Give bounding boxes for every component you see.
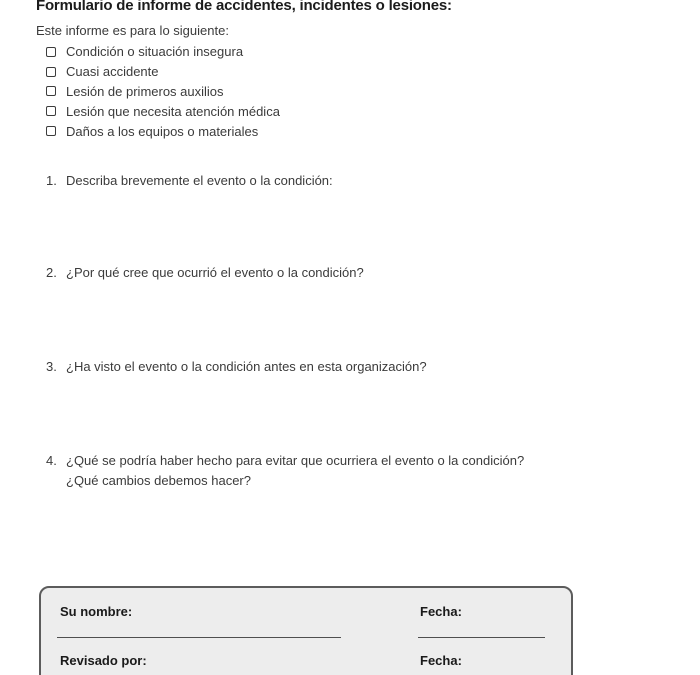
intro-text: Este informe es para lo siguiente: bbox=[36, 23, 229, 38]
question-item bbox=[46, 263, 364, 283]
question-number: 3. bbox=[46, 359, 57, 374]
checkbox-icon bbox=[46, 47, 56, 57]
question-text-line: ¿Ha visto el evento o la condición antes en esta organización? bbox=[66, 359, 427, 374]
question-text bbox=[66, 357, 427, 377]
date-signature-line bbox=[418, 637, 545, 638]
question-text-line: ¿Por qué cree que ocurrió el evento o la condición? bbox=[66, 265, 364, 280]
name-label: Su nombre: bbox=[60, 604, 133, 619]
checkbox-icon bbox=[46, 126, 56, 136]
question-text bbox=[66, 171, 333, 191]
reviewed-by-label: Revisado por: bbox=[60, 653, 147, 668]
question-text-line: ¿Qué se podría haber hecho para evitar que ocurriera el evento o la condición? bbox=[66, 453, 525, 468]
checklist-item-label: Condición o situación insegura bbox=[66, 44, 244, 60]
question-text bbox=[66, 263, 364, 283]
question-number: 1. bbox=[46, 173, 57, 188]
date-label-2: Fecha: bbox=[420, 653, 462, 668]
name-signature-line bbox=[57, 637, 341, 638]
checkbox-icon bbox=[46, 106, 56, 116]
signature-box bbox=[39, 586, 573, 675]
checklist-item bbox=[46, 62, 280, 82]
checklist-item-label: Lesión de primeros auxilios bbox=[66, 83, 224, 99]
checklist-item-label: Daños a los equipos o materiales bbox=[66, 123, 259, 139]
checklist-item bbox=[46, 101, 280, 121]
date-label-1: Fecha: bbox=[420, 604, 462, 619]
checkbox-icon bbox=[46, 86, 56, 96]
checklist-item bbox=[46, 82, 280, 102]
question-item bbox=[46, 357, 427, 377]
question-item bbox=[46, 451, 524, 491]
report-type-checklist bbox=[46, 42, 280, 141]
checklist-item-label: Lesión que necesita atención médica bbox=[66, 103, 280, 119]
page-title: Formulario de informe de accidentes, incidentes o lesiones: bbox=[36, 0, 452, 14]
question-number: 2. bbox=[46, 265, 57, 280]
question-number: 4. bbox=[46, 453, 57, 468]
question-text-line: ¿Qué cambios debemos hacer? bbox=[66, 473, 251, 488]
checklist-item bbox=[46, 121, 280, 141]
question-text-line: Describa brevemente el evento o la condición: bbox=[66, 173, 333, 188]
question-text bbox=[66, 451, 524, 491]
checkbox-icon bbox=[46, 67, 56, 77]
checklist-item-label: Cuasi accidente bbox=[66, 64, 159, 80]
question-item bbox=[46, 171, 333, 191]
checklist-item bbox=[46, 42, 280, 62]
